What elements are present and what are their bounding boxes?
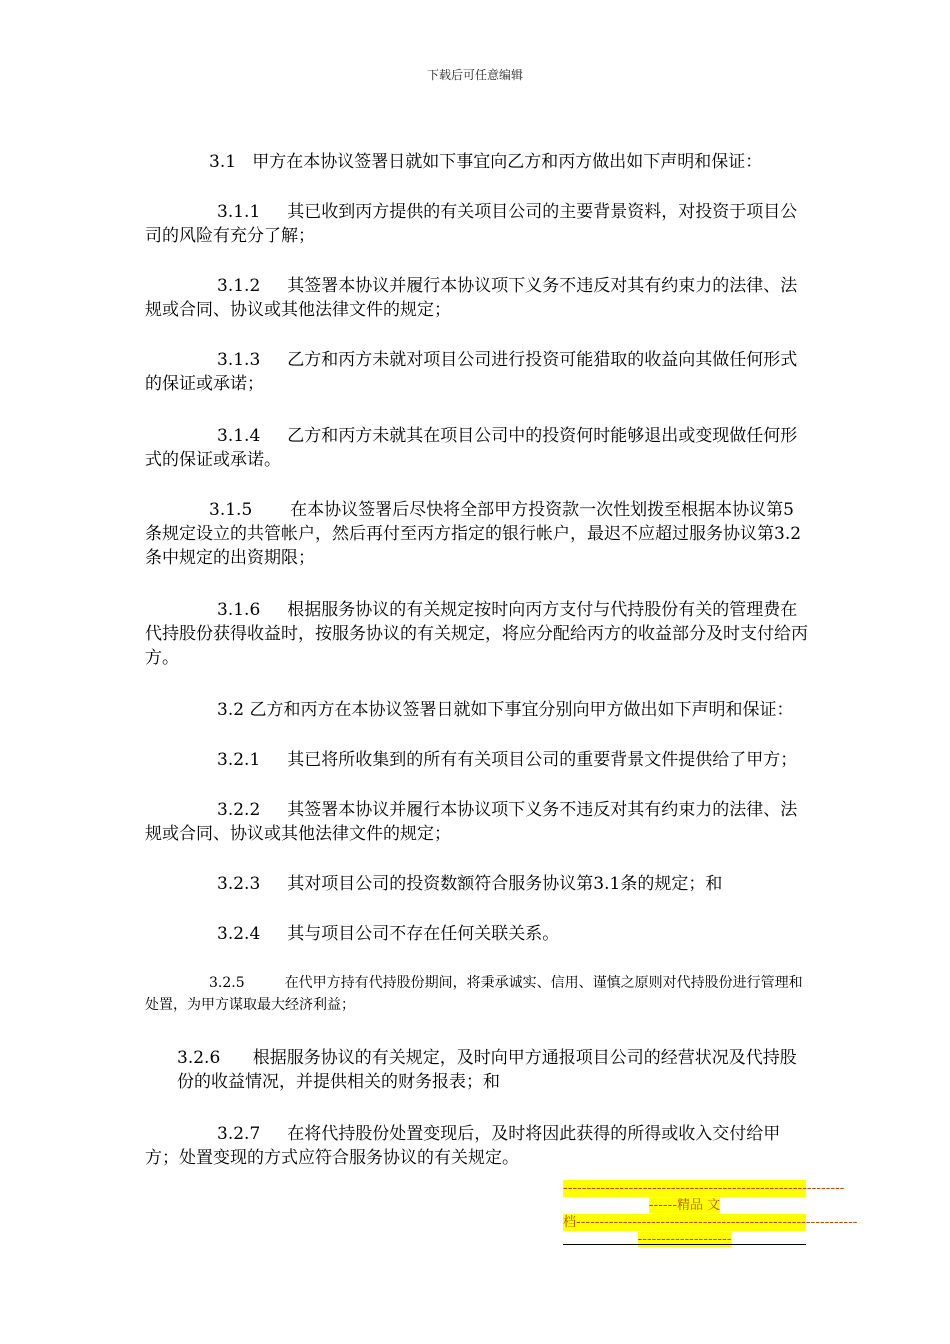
clause-number: 3.2 [217, 700, 245, 720]
clause-number: 3.1.6 [217, 600, 261, 620]
paragraph-3-2-1 [145, 748, 820, 772]
clause-text: 其与项目公司不存在任何关联关系。 [287, 924, 560, 944]
clause-text: 在代甲方持有代持股份期间，将秉承诚实、信用、谨慎之原则对代持股份进行管理和处置，为甲方谋取最大经济利益； [145, 975, 803, 1013]
clause-text: 乙方和丙方未就其在项目公司中的投资何时能够退出或变现做任何形式的保证或承诺。 [145, 426, 798, 470]
clause-number: 3.2.2 [217, 800, 261, 820]
clause-text: 甲方在本协议签署日就如下事宜向乙方和丙方做出如下声明和保证： [252, 152, 763, 172]
paragraph-3-2-4 [145, 922, 810, 946]
clause-number: 3.2.7 [217, 1124, 261, 1144]
clause-text: 乙方和丙方未就对项目公司进行投资可能猎取的收益向其做任何形式的保证或承诺； [145, 350, 798, 394]
clause-number: 3.2.5 [209, 975, 245, 991]
clause-text: 其对项目公司的投资数额符合服务协议第3.1条的规定；和 [287, 874, 723, 894]
badge-line [563, 1231, 806, 1248]
clause-number: 3.1 [209, 152, 237, 172]
clause-text: 在本协议签署后尽快将全部甲方投资款一次性划拨至根据本协议第5条规定设立的共管帐户，然后再付至丙方指定的银行帐户，最迟不应超过服务协议第3.2条中规定的出资期限； [145, 500, 802, 568]
paragraph-3-2-7 [145, 1122, 810, 1170]
clause-text: 根据服务协议的有关规定按时向丙方支付与代持股份有关的管理费在代持股份获得收益时，按服务协议的有关规定，将应分配给丙方的收益部分及时支付给丙方。 [145, 600, 808, 668]
clause-number: 3.1.2 [217, 276, 261, 296]
clause-number: 3.2.1 [217, 750, 261, 770]
badge-label: ------精品 文 [648, 1198, 721, 1213]
clause-number: 3.1.3 [217, 350, 261, 370]
clause-number: 3.2.4 [217, 924, 261, 944]
clause-text: 其已收到丙方提供的有关项目公司的主要背景资料，对投资于项目公司的风险有充分了解； [145, 202, 798, 246]
badge-line [563, 1197, 806, 1214]
watermark-badge [563, 1180, 858, 1248]
clause-text: 乙方和丙方在本协议签署日就如下事宜分别向甲方做出如下声明和保证： [249, 700, 794, 720]
paragraph-3-1-6 [145, 598, 810, 670]
clause-number: 3.1.5 [209, 500, 253, 520]
badge-line: ------------------------------------------------------------ [563, 1181, 845, 1196]
clause-number: 3.2.6 [177, 1048, 221, 1068]
paragraph-3-1-2 [145, 274, 810, 322]
paragraph-3-1 [145, 150, 810, 174]
badge-label: -------------------- [637, 1232, 732, 1247]
paragraph-3-1-1 [145, 200, 810, 248]
paragraph-3-2 [145, 698, 820, 722]
clause-number: 3.1.1 [217, 202, 261, 222]
paragraph-3-2-5 [145, 972, 810, 1016]
paragraph-3-1-5 [145, 498, 810, 570]
clause-text: 其已将所收集到的所有有关项目公司的重要背景文件提供给了甲方； [287, 750, 798, 770]
clause-number: 3.2.3 [217, 874, 261, 894]
badge-line: 档------------------------------------------------------------ [563, 1215, 858, 1230]
clause-text: 其签署本协议并履行本协议项下义务不违反对其有约束力的法律、法规或合同、协议或其他法律文件的规定； [145, 800, 798, 844]
paragraph-3-2-2 [145, 798, 810, 846]
paragraph-3-1-4 [145, 424, 810, 472]
clause-text: 在将代持股份处置变现后，及时将因此获得的所得或收入交付给甲方；处置变现的方式应符合服务协议的有关规定。 [145, 1124, 781, 1168]
paragraph-3-2-6 [177, 1046, 810, 1094]
clause-text: 其签署本协议并履行本协议项下义务不违反对其有约束力的法律、法规或合同、协议或其他法律文件的规定； [145, 276, 798, 320]
paragraph-3-1-3 [145, 348, 810, 396]
clause-text: 根据服务协议的有关规定，及时向甲方通报项目公司的经营状况及代持股份的收益情况，并提供相关的财务报表；和 [177, 1048, 797, 1092]
paragraph-3-2-3 [145, 872, 810, 896]
page-header: 下载后可任意编辑 [426, 68, 523, 82]
clause-number: 3.1.4 [217, 426, 261, 446]
badge-underline [563, 1244, 806, 1245]
